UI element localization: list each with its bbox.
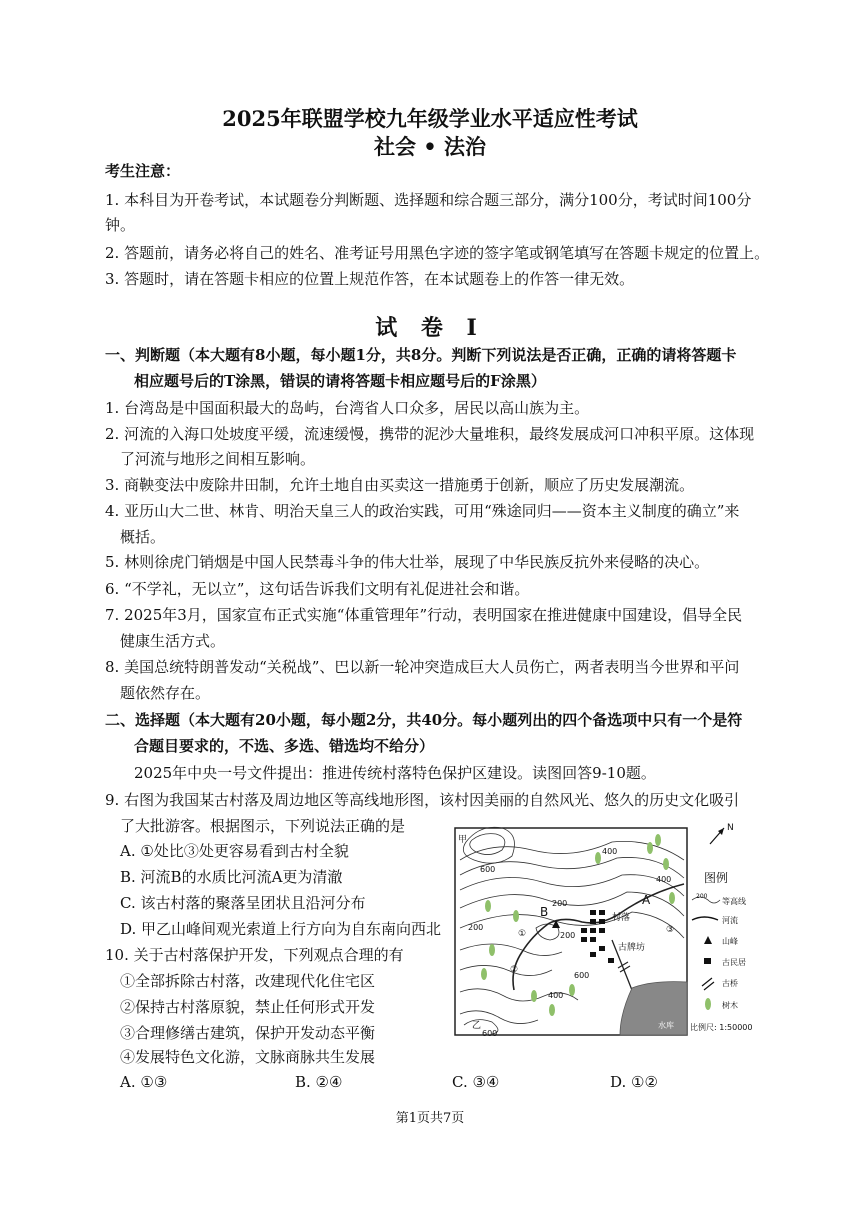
map-label-village: 村落: [612, 913, 631, 923]
question-2-cont: 了河流与地形之间相互影响。: [120, 450, 316, 468]
map-label-river-a: A: [642, 893, 651, 907]
contour-label-5: 400: [548, 991, 564, 1000]
map-label-reservoir: 水库: [658, 1021, 674, 1030]
notice-heading: 考生注意：: [105, 162, 181, 180]
question-2: 2. 河流的入海口处坡度平缓，流速缓慢，携带的泥沙大量堆积，最终发展成河口冲积平原。这体现: [105, 425, 755, 443]
contour-label-4: 200: [560, 931, 576, 940]
map-label-river-b: B: [540, 905, 549, 919]
legend-peak-label: 山峰: [722, 937, 738, 946]
legend-tree-label: 树木: [722, 1001, 738, 1010]
map-label-point-2: ②: [510, 965, 519, 975]
question-8-cont: 题依然存在。: [120, 684, 211, 702]
question-9-option-d: D. 甲乙山峰间观光索道上行方向为自东南向西北: [120, 920, 442, 938]
map-label-memorial: 古牌坊: [618, 943, 646, 953]
question-9-cont: 了大批游客。根据图示，下列说法正确的是: [120, 817, 406, 835]
notice-item-1: 1. 本科目为开卷考试，本试题卷分判断题、选择题和综合题三部分，满分100分，考试时间100分: [105, 191, 752, 209]
map-label-jia: 甲: [458, 835, 468, 845]
north-label: N: [727, 823, 734, 833]
question-9-option-c: C. 该古村落的聚落呈团状且沿河分布: [120, 894, 366, 912]
question-5: 5. 林则徐虎门销烟是中国人民禁毒斗争的伟大壮举，展现了中华民族反抗外来侵略的决心。: [105, 553, 710, 571]
question-3: 3. 商鞅变法中废除井田制，允许土地自由买卖这一措施勇于创新，顺应了历史发展潮流。: [105, 476, 695, 494]
notice-item-3: 3. 答题时，请在答题卡相应的位置上规范作答，在本试题卷上的作答一律无效。: [105, 270, 635, 288]
legend-contour-label: 等高线: [722, 897, 746, 906]
map-legend: [690, 870, 752, 1032]
question-10-option-d: D. ①②: [610, 1073, 658, 1091]
question-9: 9. 右图为我国某古村落及周边地区等高线地形图，该村因美丽的自然风光、悠久的历史文化吸引: [105, 791, 740, 809]
contour-label-7: 400: [656, 875, 672, 884]
map-label-yi: 乙: [472, 1021, 482, 1031]
legend-house-label: 古民居: [722, 958, 746, 967]
map-label-point-3: ③: [666, 925, 675, 935]
map-label-point-1: ①: [518, 929, 527, 939]
contour-map: [452, 820, 760, 1038]
legend-peak-icon: [704, 936, 712, 944]
contour-label-6: 600: [574, 971, 590, 980]
contour-label-1: 400: [602, 847, 618, 856]
legend-contour-value: 200: [696, 893, 708, 900]
question-6: 6. “不学礼，无以立”，这句话告诉我们文明有礼促进社会和谐。: [105, 580, 530, 598]
question-9-option-b: B. 河流B的水质比河流A更为清澈: [120, 868, 343, 886]
contour-label-2: 600: [480, 865, 496, 874]
exam-subject: 社会 • 法治: [373, 134, 487, 159]
section-2-heading: 二、选择题（本大题有20小题，每小题2分，共40分。每小题列出的四个备选项中只有一个是符: [105, 711, 743, 729]
section-2-heading-cont: 合题目要求的，不选、多选、错选均不给分）: [134, 737, 435, 755]
question-1: 1. 台湾岛是中国面积最大的岛屿，台湾省人口众多，居民以高山族为主。: [105, 399, 590, 417]
page-number: 第1页共7页: [395, 1111, 465, 1126]
question-10-statement-1: ①全部拆除古村落，改建现代化住宅区: [120, 972, 376, 990]
question-10-option-a: A. ①③: [120, 1073, 168, 1091]
legend-tree-icon: [705, 998, 711, 1010]
question-7: 7. 2025年3月，国家宣布正式实施“体重管理年”行动，表明国家在推进健康中国建设，倡导全民: [105, 606, 743, 624]
legend-house-icon: [704, 958, 711, 964]
legend-bridge-icon: [702, 978, 714, 990]
legend-river-icon: [692, 917, 718, 920]
notice-item-1-cont: 钟。: [105, 216, 136, 234]
contour-label-9: 200: [468, 923, 484, 932]
north-arrow-icon: [710, 828, 724, 844]
legend-bridge-label: 古桥: [722, 979, 738, 988]
section-1-heading-cont: 相应题号后的T涂黑，错误的请将答题卡相应题号后的F涂黑）: [134, 372, 546, 390]
question-7-cont: 健康生活方式。: [120, 632, 226, 650]
contour-map-svg: [452, 820, 760, 1038]
map-scale: 比例尺: 1:50000: [690, 1023, 753, 1032]
section-1-heading: 一、判断题（本大题有8小题，每小题1分，共8分。判断下列说法是否正确，正确的请将答题卡: [105, 346, 737, 364]
contour-label-8: 600: [482, 1029, 498, 1038]
question-4: 4. 亚历山大二世、林肯、明治天皇三人的政治实践，可用“殊途同归——资本主义制度的确立”来: [105, 502, 740, 520]
question-10-option-b: B. ②④: [295, 1073, 343, 1091]
paper-title: 试 卷 I: [375, 315, 485, 341]
question-8: 8. 美国总统特朗普发动“关税战”、巴以新一轮冲突造成巨大人员伤亡，两者表明当今世界和平问: [105, 658, 740, 676]
contour-label-3: 200: [552, 899, 568, 908]
exam-title: 2025年联盟学校九年级学业水平适应性考试: [222, 106, 638, 131]
question-10-option-c: C. ③④: [452, 1073, 500, 1091]
notice-item-2: 2. 答题前，请务必将自己的姓名、准考证号用黑色字迹的签字笔或钢笔填写在答题卡规定的位置上。: [105, 244, 770, 262]
question-4-cont: 概括。: [120, 528, 166, 546]
question-10-statement-2: ②保持古村落原貌，禁止任何形式开发: [120, 998, 376, 1016]
legend-title: 图例: [704, 871, 729, 885]
legend-river-label: 河流: [722, 916, 738, 925]
question-10: 10. 关于古村落保护开发，下列观点合理的有: [105, 946, 404, 964]
question-9-10-intro: 2025年中央一号文件提出：推进传统村落特色保护区建设。读图回答9-10题。: [134, 764, 656, 782]
question-10-statement-4: ④发展特色文化游，文脉商脉共生发展: [120, 1048, 376, 1066]
question-9-option-a: A. ①处比③处更容易看到古村全貌: [120, 842, 349, 860]
question-10-statement-3: ③合理修缮古建筑，保护开发动态平衡: [120, 1024, 376, 1042]
